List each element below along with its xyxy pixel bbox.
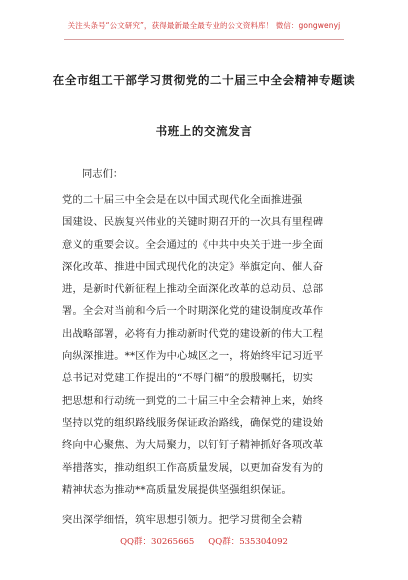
paragraph-line: 党的二十届三中全会是在以中国式现代化全面推进强 (62, 194, 303, 206)
header-divider (64, 39, 344, 40)
document-title-line-1: 在全市组工干部学习贯彻党的二十届三中全会精神专题读 (52, 73, 356, 87)
paragraph-line: 署。全会对当前和今后一个时期深化党的建设制度改革作 (62, 305, 324, 318)
paragraph-2 (62, 509, 348, 531)
header-banner: 关注头条号“公文研究”，获得最新最全最专业的公文资料库！ 微信：gongwenyj (67, 21, 341, 30)
paragraph-line: 坚持以党的组织路线服务保证政治路线，确保党的建设始 (62, 416, 324, 429)
paragraph-line: 深化改革、推进中国式现代化的决定》举旗定向、催人奋 (62, 260, 324, 273)
paragraph-line: 举措落实，推动组织工作高质量发展，以更加奋发有为的 (62, 461, 324, 474)
footer-qq-group-1: QQ群：30265665 (120, 537, 195, 547)
paragraph-1 (62, 189, 348, 501)
footer-qq-group-2: QQ群：535304092 (208, 537, 288, 547)
paragraph-line: 突出深学细悟，筑牢思想引领力。把学习贯彻全会精 (62, 514, 303, 526)
document-title-line-2: 书班上的交流发言 (155, 124, 253, 138)
paragraph-line: 总书记对党建工作提出的“不辱门楣”的殷殷嘱托，切实 (62, 372, 314, 385)
paragraph-line: 国建设、民族复兴伟业的关键时期召开的一次具有里程碑 (62, 216, 324, 229)
paragraph-line: 进，是新时代新征程上推动全面深化改革的总动员、总部 (62, 283, 324, 296)
paragraph-line: 出战略部署，必将有力推动新时代党的建设新的伟大工程 (62, 327, 324, 340)
paragraph-line: 意义的重要会议。全会通过的《中共中央关于进一步全面 (62, 238, 324, 251)
salutation: 同志们： (82, 168, 124, 180)
footer-contact (0, 535, 408, 547)
paragraph-line: 向纵深推进。**区作为中心城区之一，将始终牢记习近平 (62, 350, 324, 363)
paragraph-line: 把思想和行动统一到党的二十届三中全会精神上来，始终 (62, 394, 324, 407)
paragraph-line: 终向中心聚焦、为大局聚力，以钉钉子精神抓好各项改革 (62, 439, 324, 452)
paragraph-line: 精神状态为推动**高质量发展提供坚强组织保证。 (62, 483, 292, 496)
